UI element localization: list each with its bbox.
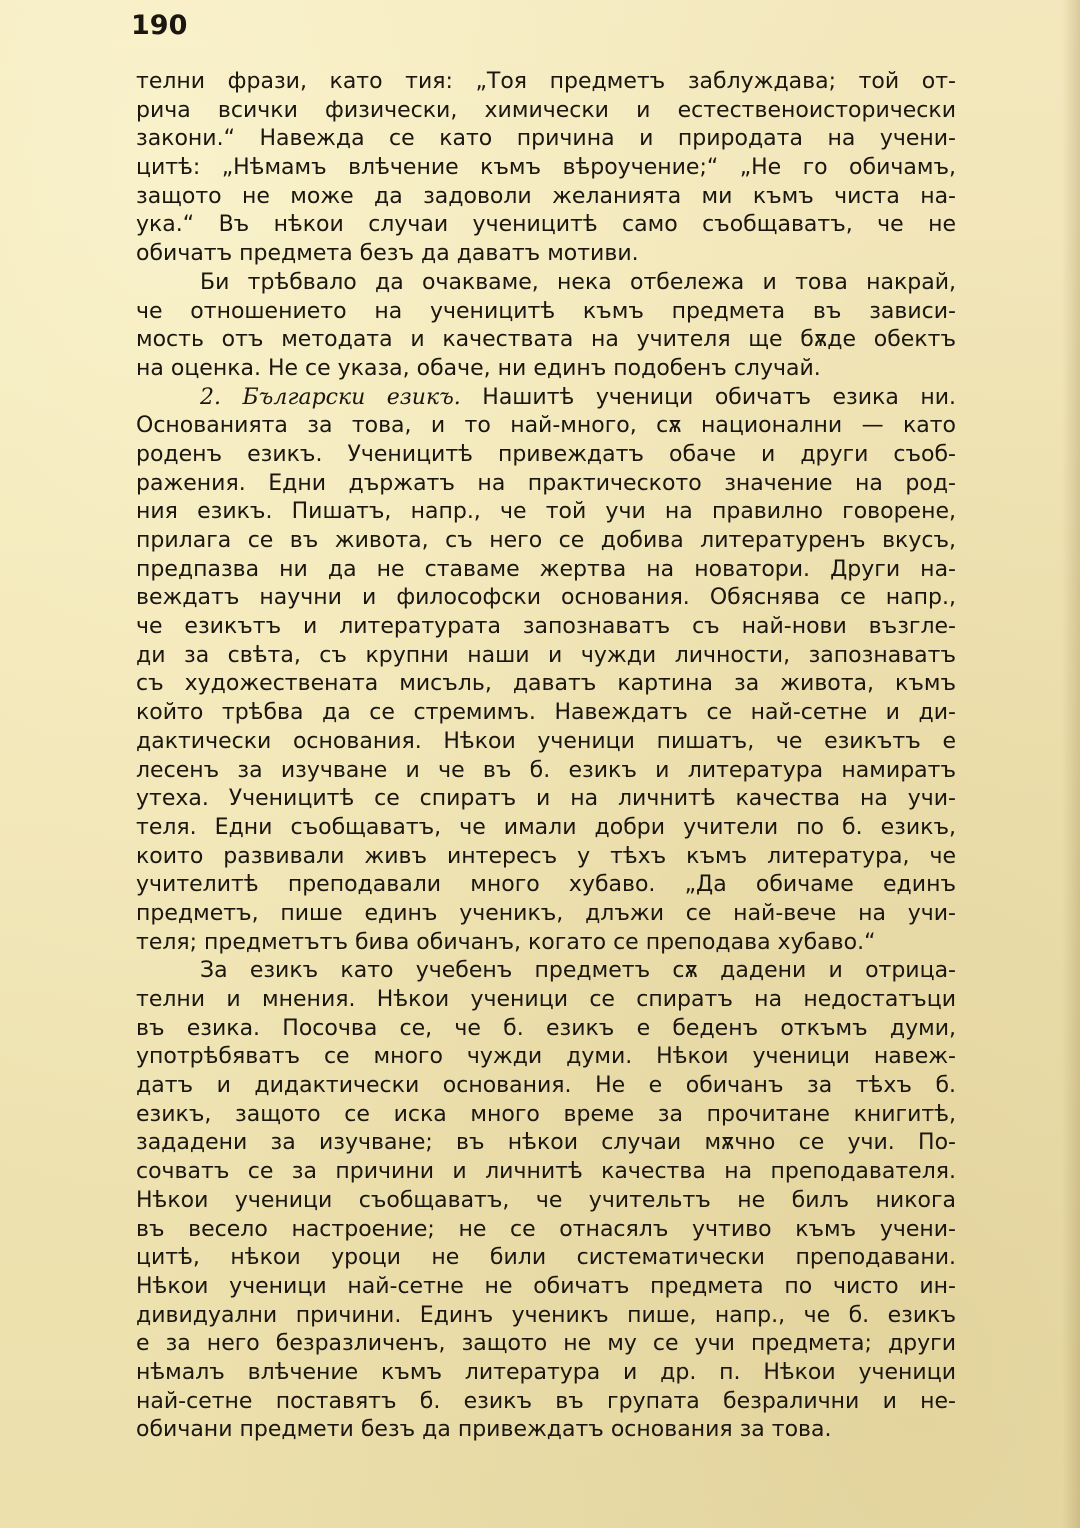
text-line: съ художествената мисъль, даватъ картина за живота, къмъ: [136, 671, 956, 697]
paragraph: [136, 269, 956, 384]
text-line: нѣмалъ влѣчение къмъ литература и др. п. Нѣкои ученици: [136, 1359, 956, 1385]
text-line: е за него безразличенъ, защото не му се учи предмета; други: [136, 1331, 956, 1357]
text-line: датъ и дидактически основания. Не е обичанъ за тѣхъ б.: [136, 1073, 956, 1099]
text-line: прилага се въ живота, съ него се добива литературенъ вкусъ,: [136, 528, 956, 553]
text-line: цитѣ: „Нѣмамъ влѣчение къмъ вѣроучение;“ „Не го обичамъ,: [136, 155, 956, 181]
section-heading: 2. Български езикъ.: [200, 384, 461, 410]
text-line: ди за свѣта, съ крупни наши и чужди личности, запознаватъ: [136, 642, 956, 668]
text-fragment: Нашитѣ ученици обичатъ езика ни.: [482, 384, 956, 410]
text-line: Основанията за това, и то най-много, сѫ национални — като: [136, 413, 956, 439]
text-line: който трѣбва да се стремимъ. Навеждатъ се най-сетне и ди-: [136, 700, 956, 726]
text-line: въ весело настроение; не се отнасялъ учтиво къмъ учени-: [136, 1216, 956, 1242]
text-line: обичатъ предмета безъ да даватъ мотиви.: [136, 241, 639, 267]
text-line: въ езика. Посочва се, че б. езикъ е беденъ откъмъ думи,: [136, 1015, 956, 1041]
text-line: Би трѣбвало да очакваме, нека отбележа и това накрай,: [200, 269, 956, 295]
text-line: най-сетне поставятъ б. езикъ въ групата безралични и не-: [136, 1388, 956, 1414]
text-line: защото не може да задоволи желанията ми къмъ чиста на-: [136, 183, 956, 209]
text-line: цитѣ, нѣкои уроци не били систематически преподавани.: [136, 1245, 956, 1271]
text-line: че езикътъ и литературата запознаватъ съ най-нови възгле-: [136, 614, 956, 640]
text-line: които развивали живъ интересъ у тѣхъ къмъ литература, че: [136, 843, 956, 869]
text-line: лесенъ за изучване и че въ б. езикъ и литература намиратъ: [136, 757, 956, 783]
text-line: закони.“ Навежда се като причина и природата на учени-: [136, 126, 956, 152]
text-line: мость отъ методата и качествата на учителя ще бѫде обектъ: [136, 327, 956, 353]
text-line: обичани предмети безъ да привеждатъ основания за това.: [136, 1417, 832, 1443]
text-line: предпазва ни да не ставаме жертва на новатори. Други на-: [136, 556, 956, 582]
text-line: зададени за изучване; въ нѣкои случаи мѫчно се учи. По-: [136, 1130, 956, 1156]
body-text: [136, 68, 956, 1445]
text-line: телни фрази, като тия: „Тоя предметъ заблуждава; той от-: [136, 69, 956, 94]
text-line: ражения. Едни държатъ на практическото значение на род-: [136, 470, 956, 496]
text-line: За езикъ като учебенъ предметъ сѫ дадени и отрица-: [200, 958, 956, 984]
text-line: теля. Едни съобщаватъ, че имали добри учители по б. езикъ,: [136, 814, 956, 840]
text-line: веждатъ научни и философски основания. Обяснява се напр.,: [136, 585, 956, 611]
text-line: теля; предметътъ бива обичанъ, когато се преподава хубаво.“: [136, 929, 876, 955]
text-line: роденъ езикъ. Ученицитѣ привеждатъ обаче и други съоб-: [136, 441, 956, 467]
paragraph: [136, 384, 956, 958]
page-number: 190: [131, 10, 188, 41]
section-heading-line: [136, 384, 956, 413]
text-line: сочватъ се за причини и личнитѣ качества на преподавателя.: [136, 1159, 956, 1185]
text-line: учителитѣ преподавали много хубаво. „Да обичаме единъ: [136, 872, 956, 898]
page-edge-shadow: [1062, 0, 1080, 1528]
text-line: ука.“ Въ нѣкои случаи ученицитѣ само съобщаватъ, че не: [136, 212, 956, 238]
text-line: че отношението на ученицитѣ къмъ предмета въ зависи-: [136, 298, 956, 324]
paragraph: [136, 957, 956, 1445]
text-line: Нѣкои ученици съобщаватъ, че учительтъ не билъ никога: [136, 1187, 956, 1213]
text-line: употрѣбяватъ се много чужди думи. Нѣкои ученици навеж-: [136, 1044, 956, 1070]
text-line: на оценка. Не се указа, обаче, ни единъ подобенъ случай.: [136, 355, 821, 381]
text-line: предметъ, пише единъ ученикъ, длъжи се най-вече на учи-: [136, 900, 956, 926]
text-line: езикъ, защото се иска много време за прочитане книгитѣ,: [136, 1101, 956, 1127]
text-line: телни и мнения. Нѣкои ученици се спиратъ на недостатъци: [136, 987, 956, 1012]
paragraph: [136, 68, 956, 269]
text-line: рича всички физически, химически и естественоисторически: [136, 97, 956, 123]
text-line: утеха. Ученицитѣ се спиратъ и на личнитѣ качества на учи-: [136, 786, 956, 812]
text-line: дактически основания. Нѣкои ученици пишатъ, че езикътъ е: [136, 728, 956, 754]
text-line: дивидуални причини. Единъ ученикъ пише, напр., че б. езикъ: [136, 1302, 956, 1328]
text-line: ния езикъ. Пишатъ, напр., че той учи на правилно говорене,: [136, 499, 956, 525]
text-line: Нѣкои ученици най-сетне не обичатъ предмета по чисто ин-: [136, 1273, 956, 1299]
